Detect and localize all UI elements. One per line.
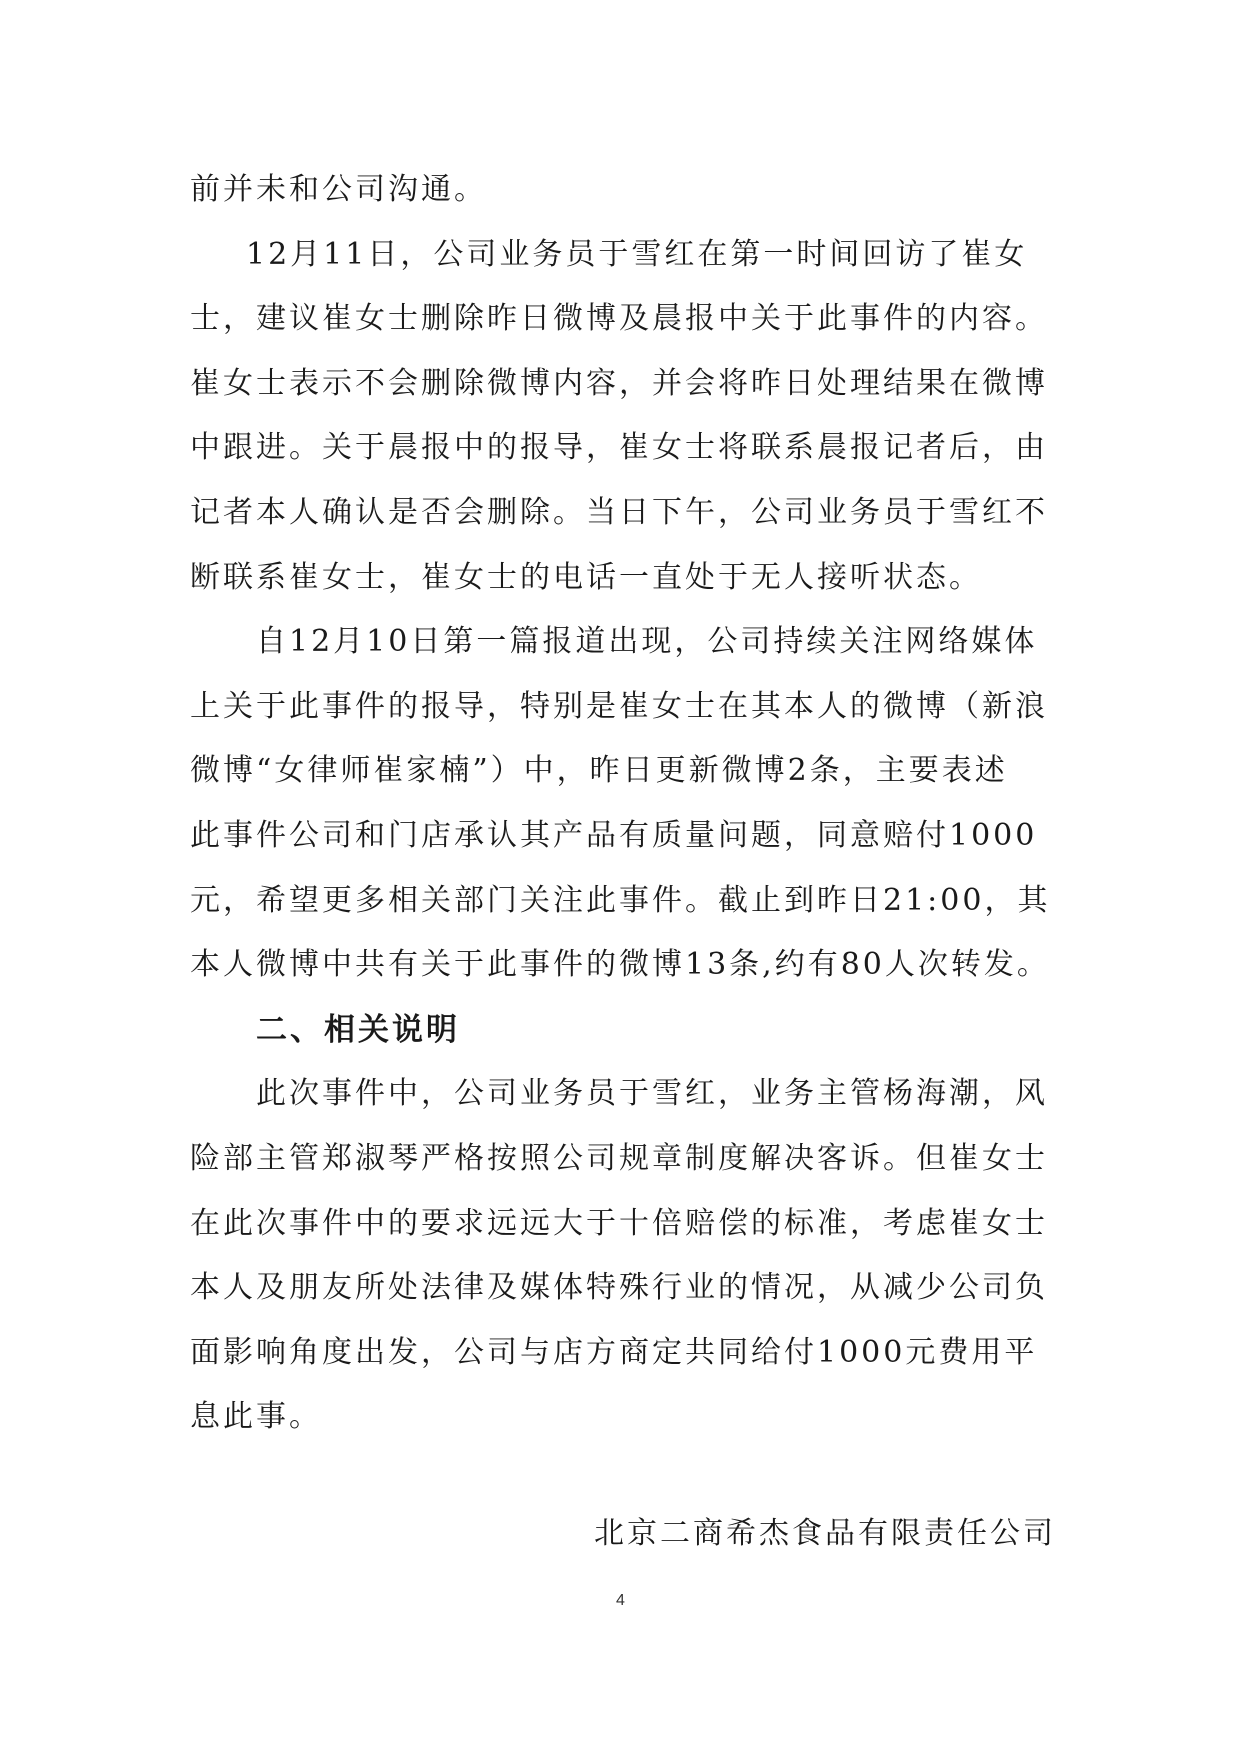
paragraph-line: 元，希望更多相关部门关注此事件。截止到昨日21:00，其 <box>190 882 1051 918</box>
company-signature: 北京二商希杰食品有限责任公司 <box>594 1516 1056 1551</box>
paragraph-line: 断联系崔女士，崔女士的电话一直处于无人接听状态。 <box>190 559 982 595</box>
paragraph-line: 前并未和公司沟通。 <box>190 172 487 207</box>
page-number: 4 <box>616 1592 625 1609</box>
paragraph-line: 此事件公司和门店承认其产品有质量问题，同意赔付1000 <box>190 817 1038 853</box>
paragraph-line: 士，建议崔女士删除昨日微博及晨报中关于此事件的内容。 <box>190 301 1048 337</box>
paragraph-line: 在此次事件中的要求远远大于十倍赔偿的标准，考虑崔女士 <box>190 1205 1048 1241</box>
paragraph-line: 本人微博中共有关于此事件的微博13条,约有80人次转发。 <box>190 947 1050 983</box>
paragraph-line: 面影响角度出发，公司与店方商定共同给付1000元费用平 <box>190 1334 1038 1370</box>
paragraph-line: 微博“女律师崔家楠”）中，昨日更新微博2条，主要表述 <box>190 753 1008 789</box>
paragraph-line: 崔女士表示不会删除微博内容，并会将昨日处理结果在微博 <box>190 365 1048 401</box>
paragraph-line: 记者本人确认是否会删除。当日下午，公司业务员于雪红不 <box>190 494 1048 530</box>
section-heading: 二、相关说明 <box>256 1011 460 1048</box>
document-body <box>190 158 1050 1450</box>
paragraph-line: 上关于此事件的报导，特别是崔女士在其本人的微博（新浪 <box>190 688 1048 724</box>
paragraph-line: 中跟进。关于晨报中的报导，崔女士将联系晨报记者后，由 <box>190 430 1048 466</box>
paragraph-line: 12月11日，公司业务员于雪红在第一时间回访了崔女 <box>246 236 1028 272</box>
paragraph-line: 息此事。 <box>190 1399 322 1435</box>
paragraph-line: 本人及朋友所处法律及媒体特殊行业的情况，从减少公司负 <box>190 1270 1048 1306</box>
paragraph-line: 险部主管郑淑琴严格按照公司规章制度解决客诉。但崔女士 <box>190 1140 1048 1176</box>
paragraph-line: 自12月10日第一篇报道出现，公司持续关注网络媒体 <box>256 624 1038 660</box>
paragraph-line: 此次事件中，公司业务员于雪红，业务主管杨海潮，风 <box>256 1076 1048 1112</box>
